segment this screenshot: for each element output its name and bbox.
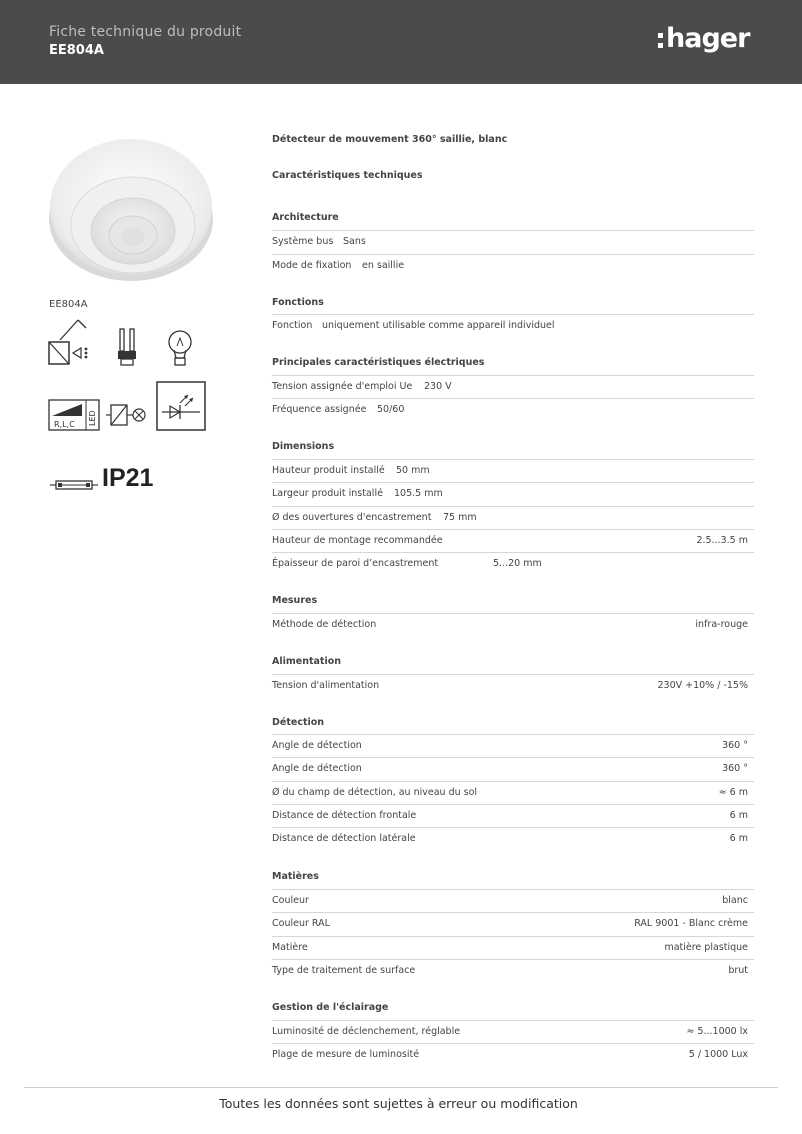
product-image xyxy=(48,127,214,287)
section-title-detection: Détection xyxy=(272,717,325,728)
spec-label: Ø du champ de détection, au niveau du sol xyxy=(272,787,478,798)
product-title: Détecteur de mouvement 360° saillie, blanc xyxy=(272,134,508,145)
page-header xyxy=(0,0,802,84)
spec-value: 5 / 1000 Lux xyxy=(688,1049,748,1060)
spec-row xyxy=(272,889,754,912)
switch-lamp-symbol-icon xyxy=(105,398,149,432)
led-diode-symbol-icon xyxy=(156,381,206,431)
logo-dots-icon xyxy=(658,31,664,51)
spec-label: Couleur RAL xyxy=(272,918,330,929)
spec-row xyxy=(272,314,754,337)
logo-text: hager xyxy=(666,23,750,54)
spec-value: 360 ° xyxy=(722,763,748,774)
tech-heading: Caractéristiques techniques xyxy=(272,170,423,181)
spec-label: Fonction xyxy=(272,320,313,331)
svg-text:R,L,C: R,L,C xyxy=(54,420,75,429)
spec-label: Plage de mesure de luminosité xyxy=(272,1049,420,1060)
spec-value: ≈ 6 m xyxy=(718,787,748,798)
spec-row xyxy=(272,230,754,253)
svg-text:LED: LED xyxy=(88,410,97,426)
header-product-code: EE804A xyxy=(49,43,104,58)
spec-label: Couleur xyxy=(272,895,309,906)
spec-label: Type de traitement de surface xyxy=(272,965,416,976)
section-title-mesures: Mesures xyxy=(272,595,318,606)
spec-value: 50 mm xyxy=(396,465,430,476)
spec-row xyxy=(272,254,754,277)
spec-label: Tension assignée d'emploi Ue xyxy=(272,381,413,392)
spec-label: Matière xyxy=(272,942,308,953)
section-title-dimensions: Dimensions xyxy=(272,441,335,452)
spec-label: Largeur produit installé xyxy=(272,488,383,499)
spec-row xyxy=(272,936,754,959)
header-subtitle: Fiche technique du produit xyxy=(49,24,242,40)
spec-label: Luminosité de déclenchement, réglable xyxy=(272,1026,461,1037)
spec-value: Sans xyxy=(343,236,366,247)
section-title-eclairage: Gestion de l'éclairage xyxy=(272,1002,389,1013)
section-title-electrique: Principales caractéristiques électriques xyxy=(272,357,485,368)
rlc-led-load-icon xyxy=(48,398,100,432)
spec-value: matière plastique xyxy=(664,942,748,953)
spec-row xyxy=(272,552,754,575)
spec-value: RAL 9001 - Blanc crème xyxy=(634,918,748,929)
spec-value: ≈ 5...1000 lx xyxy=(686,1026,748,1037)
incandescent-bulb-icon xyxy=(165,328,195,370)
spec-label: Angle de détection xyxy=(272,763,362,774)
spec-row xyxy=(272,459,754,482)
spec-label: Hauteur produit installé xyxy=(272,465,385,476)
spec-row xyxy=(272,1043,754,1066)
spec-label: Système bus xyxy=(272,236,334,247)
spec-row xyxy=(272,482,754,505)
spec-value: en saillie xyxy=(362,260,405,271)
spec-value: uniquement utilisable comme appareil individuel xyxy=(322,320,555,331)
spec-label: Épaisseur de paroi d’encastrement xyxy=(272,558,439,569)
spec-label: Hauteur de montage recommandée xyxy=(272,535,443,546)
spec-row xyxy=(272,804,754,827)
spec-value: 75 mm xyxy=(443,512,477,523)
spec-value: 5...20 mm xyxy=(493,558,542,569)
spec-row xyxy=(272,398,754,421)
fuse-tube-icon xyxy=(50,479,98,491)
detector-symbol-icon xyxy=(48,318,92,368)
spec-row xyxy=(272,912,754,935)
spec-row xyxy=(272,781,754,804)
spec-row xyxy=(272,1020,754,1043)
spec-label: Mode de fixation xyxy=(272,260,352,271)
spec-row xyxy=(272,757,754,780)
ip-rating-label: IP21 xyxy=(102,464,154,492)
footer-disclaimer: Toutes les données sont sujettes à erreur ou modification xyxy=(219,1096,578,1111)
spec-value: 230 V xyxy=(424,381,452,392)
spec-label: Ø des ouvertures d'encastrement xyxy=(272,512,432,523)
spec-row xyxy=(272,375,754,398)
spec-row xyxy=(272,959,754,982)
section-title-architecture: Architecture xyxy=(272,212,339,223)
spec-row xyxy=(272,674,754,697)
left-product-code: EE804A xyxy=(49,299,88,310)
spec-row xyxy=(272,734,754,757)
spec-value: brut xyxy=(728,965,748,976)
spec-value: 2.5...3.5 m xyxy=(696,535,748,546)
spec-label: Distance de détection latérale xyxy=(272,833,416,844)
cfl-lamp-icon xyxy=(115,327,139,369)
brand-logo xyxy=(658,23,758,61)
spec-value: 230V +10% / -15% xyxy=(657,680,748,691)
section-title-matieres: Matières xyxy=(272,871,319,882)
spec-value: 6 m xyxy=(729,833,748,844)
spec-value: infra-rouge xyxy=(695,619,748,630)
spec-label: Distance de détection frontale xyxy=(272,810,417,821)
spec-label: Méthode de détection xyxy=(272,619,377,630)
spec-value: 6 m xyxy=(729,810,748,821)
spec-value: blanc xyxy=(722,895,748,906)
section-title-alimentation: Alimentation xyxy=(272,656,342,667)
footer-divider xyxy=(24,1087,778,1088)
spec-label: Fréquence assignée xyxy=(272,404,367,415)
spec-value: 360 ° xyxy=(722,740,748,751)
spec-row xyxy=(272,613,754,636)
spec-value: 105.5 mm xyxy=(394,488,443,499)
spec-label: Angle de détection xyxy=(272,740,362,751)
spec-value: 50/60 xyxy=(377,404,405,415)
spec-label: Tension d'alimentation xyxy=(272,680,380,691)
section-title-fonctions: Fonctions xyxy=(272,297,324,308)
spec-row xyxy=(272,506,754,529)
spec-row xyxy=(272,827,754,850)
spec-row xyxy=(272,529,754,552)
